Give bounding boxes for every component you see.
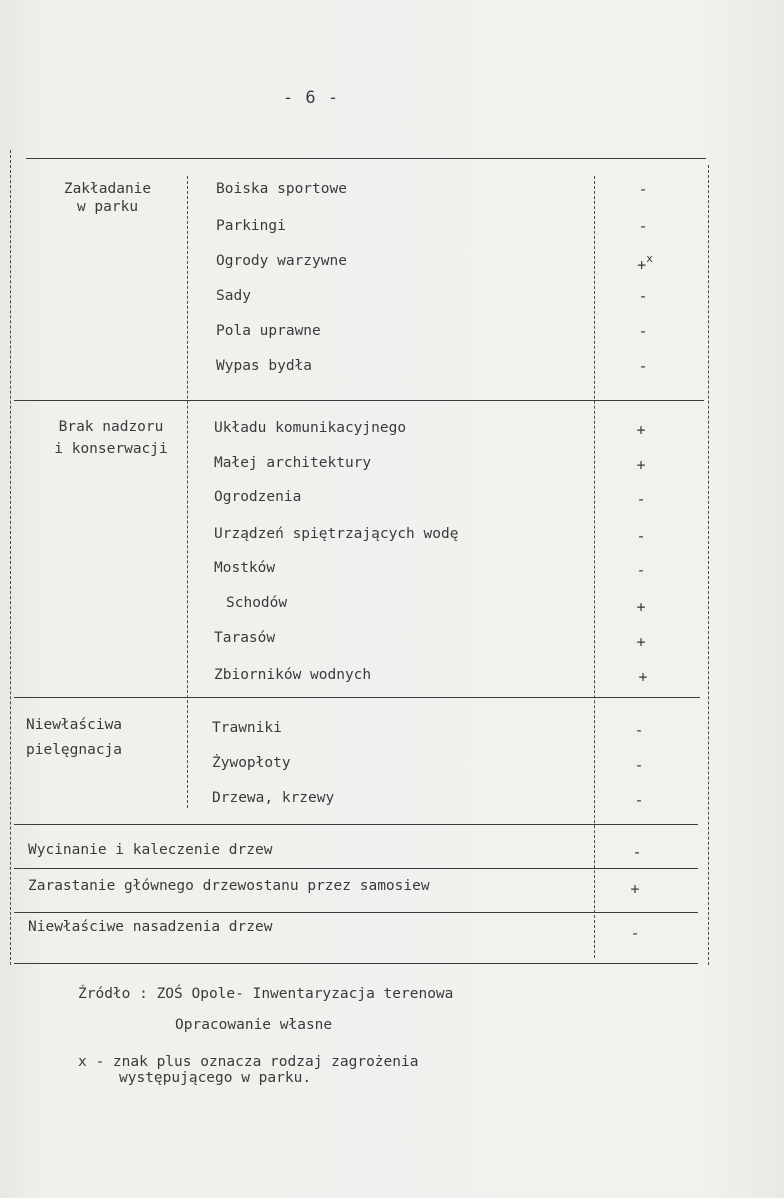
page-number: - 6 - bbox=[282, 88, 340, 108]
row-label: Sady bbox=[216, 288, 251, 304]
threat-mark: - bbox=[638, 322, 648, 340]
threat-mark: - bbox=[638, 180, 648, 198]
row-label: Pola uprawne bbox=[216, 323, 321, 339]
row-label: Małej architektury bbox=[214, 455, 372, 471]
threat-mark: - bbox=[634, 756, 644, 774]
wide-row-label: Wycinanie i kaleczenie drzew bbox=[28, 842, 273, 858]
row-label: Parkingi bbox=[216, 218, 286, 234]
wide-row-label: Zarastanie głównego drzewostanu przez samosiew bbox=[28, 878, 430, 894]
category-cell: Brak nadzoru i konserwacji bbox=[54, 419, 168, 457]
row-divider bbox=[14, 868, 698, 869]
row-label: Schodów bbox=[226, 595, 288, 611]
threat-mark: + bbox=[636, 456, 646, 474]
row-label: Drzewa, krzewy bbox=[212, 790, 335, 806]
mark-column-divider bbox=[594, 176, 595, 958]
threat-mark: - bbox=[638, 217, 648, 235]
row-label: Układu komunikacyjnego bbox=[214, 420, 407, 436]
row-label: Ogrodzenia bbox=[214, 489, 302, 505]
legend-note-line2: występującego w parku. bbox=[119, 1070, 312, 1086]
threat-mark: + bbox=[636, 633, 646, 651]
footnote-marker: x bbox=[646, 252, 653, 265]
category-column-divider bbox=[187, 176, 188, 808]
row-label: Urządzeń spiętrzających wodę bbox=[214, 526, 459, 542]
threat-mark: + bbox=[638, 668, 648, 686]
row-label: Tarasów bbox=[214, 630, 276, 646]
threat-mark: + bbox=[636, 598, 646, 616]
row-label: Mostków bbox=[214, 560, 276, 576]
source-note: Źródło : ZOŚ Opole- Inwentaryzacja terenowa bbox=[78, 986, 454, 1002]
threat-mark: - bbox=[632, 843, 642, 861]
threat-mark: - bbox=[638, 287, 648, 305]
threat-mark: + bbox=[630, 880, 640, 898]
own-work-note: Opracowanie własne bbox=[175, 1017, 333, 1033]
wide-row-label: Niewłaściwe nasadzenia drzew bbox=[28, 919, 273, 935]
row-divider bbox=[14, 912, 698, 913]
legend-note-line1: x - znak plus oznacza rodzaj zagrożenia bbox=[78, 1054, 419, 1070]
threat-mark: - bbox=[634, 721, 644, 739]
threat-mark: + bbox=[636, 421, 646, 439]
threat-mark: - bbox=[636, 527, 646, 545]
threat-mark: - bbox=[630, 924, 640, 942]
threat-mark: +$^x$ bbox=[637, 252, 653, 274]
table-top-rule bbox=[26, 158, 706, 159]
row-label: Wypas bydła bbox=[216, 358, 313, 374]
category-cell: Niewłaściwa pielęgnacja bbox=[26, 717, 123, 758]
table-right-border bbox=[708, 165, 709, 965]
threat-mark: - bbox=[634, 791, 644, 809]
threat-mark: - bbox=[636, 561, 646, 579]
row-label: Ogrody warzywne bbox=[216, 253, 347, 269]
group-divider bbox=[14, 400, 704, 401]
group-divider bbox=[14, 824, 698, 825]
row-label: Żywopłoty bbox=[212, 755, 291, 771]
table-left-border bbox=[10, 150, 11, 965]
group-divider bbox=[14, 697, 700, 698]
row-label: Zbiorników wodnych bbox=[214, 667, 372, 683]
table-bottom-rule bbox=[14, 963, 698, 964]
category-cell: Zakładanie w parku bbox=[63, 181, 152, 215]
threat-mark: - bbox=[636, 490, 646, 508]
row-label: Boiska sportowe bbox=[216, 181, 347, 197]
threat-mark: - bbox=[638, 357, 648, 375]
row-label: Trawniki bbox=[212, 720, 282, 736]
